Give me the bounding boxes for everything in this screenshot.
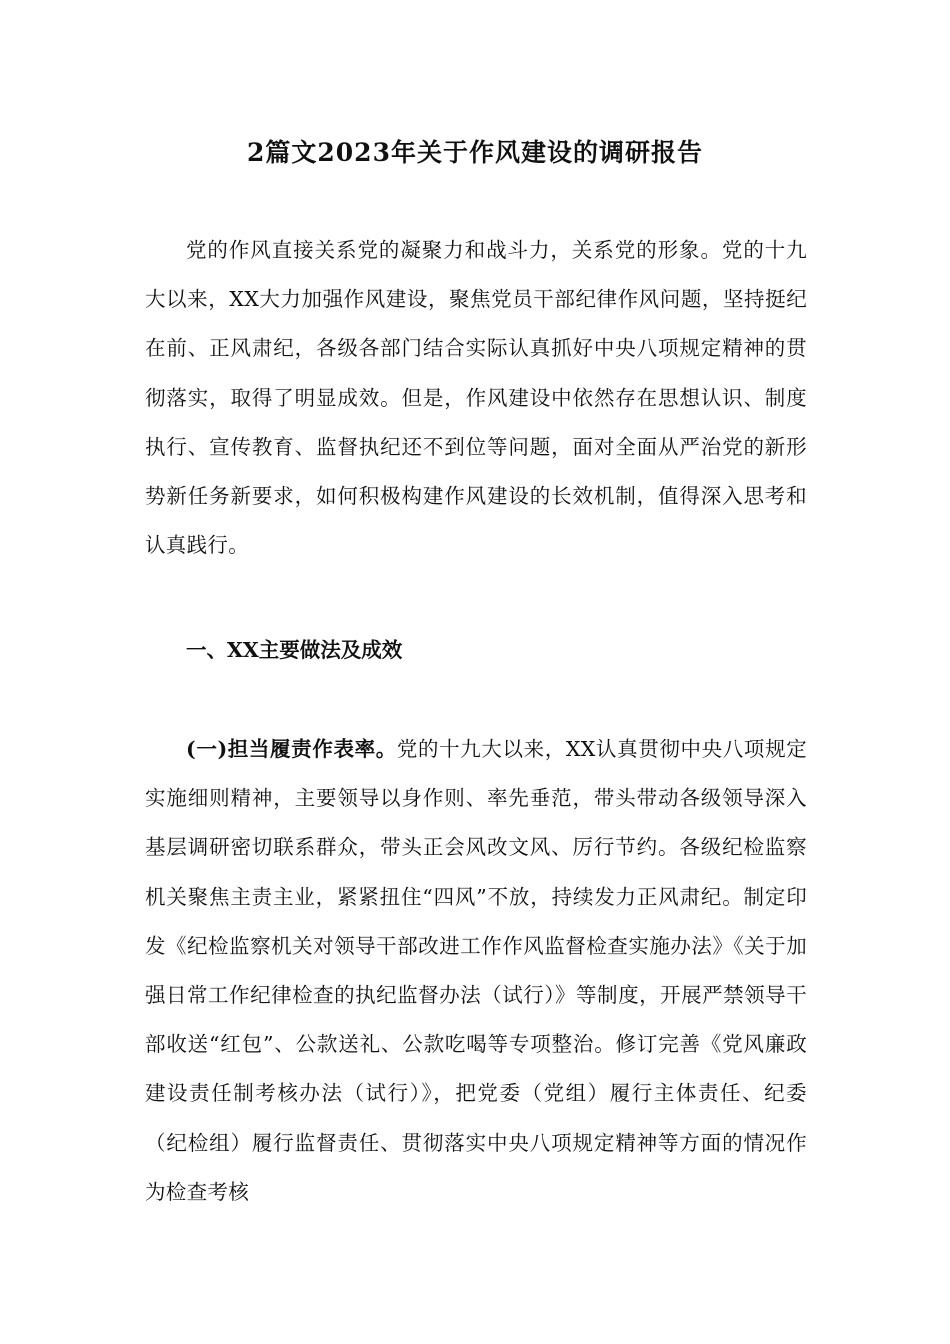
document-title: 2篇文2023年关于作风建设的调研报告 — [247, 138, 703, 167]
section-1-paragraph — [145, 725, 807, 1217]
section-1-body: 党的十九大以来，XX认真贯彻中央八项规定实施细则精神，主要领导以身作则、率先垂范，带头带动各级领导深入基层调研密切联系群众，带头正会风改文风、厉行节约。各级纪检监察机关聚焦主责主业，紧紧扭住“四风”不放，持续发力正风肃纪。制定印发《纪检监察机关对领导干部改进工作作风监督检查实施办法》《关于加强日常工作纪律检查的执纪监督办法（试行）》等制度，开展严禁领导干部收送“红包”、公款送礼、公款吃喝等专项整治。修订完善《党风廉政建设责任制考核办法（试行）》，把党委（党组）履行主体责任、纪委（纪检组）履行监督责任、贯彻落实中央八项规定精神等方面的情况作为检查考核 — [145, 737, 807, 1204]
intro-paragraph: 党的作风直接关系党的凝聚力和战斗力，关系党的形象。党的十九大以来，XX大力加强作风建设，聚焦党员干部纪律作风问题，坚持挺纪在前、正风肃纪，各级各部门结合实际认真抓好中央八项规定精神的贯彻落实，取得了明显成效。但是，作风建设中依然存在思想认识、制度执行、宣传教育、监督执纪还不到位等问题，面对全面从严治党的新形势新任务新要求，如何积极构建作风建设的长效机制，值得深入思考和认真践行。 — [145, 238, 807, 558]
section-1-lead: (一)担当履责作表率。 — [186, 737, 397, 761]
section-heading: 一、XX主要做法及成效 — [186, 638, 403, 662]
